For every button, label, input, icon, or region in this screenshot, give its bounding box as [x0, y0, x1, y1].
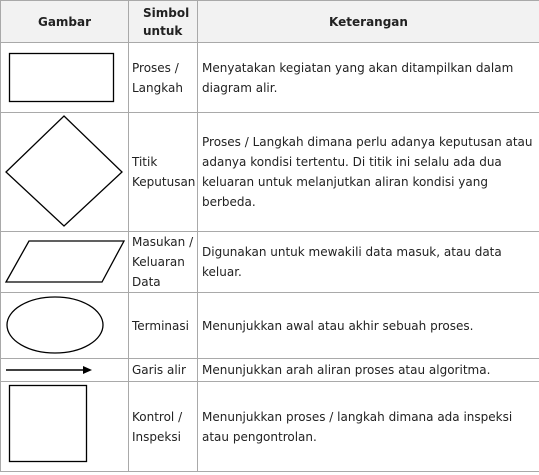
input-output-parallelogram-shape — [1, 233, 129, 292]
header-simbol: Simbol untuk — [129, 1, 198, 43]
terminator-ellipse-shape — [1, 293, 129, 358]
decision-diamond-shape — [1, 113, 129, 231]
description-text: Menunjukkan proses / langkah dimana ada inspeksi atau pengontrolan. — [198, 382, 539, 472]
description-text: Menunjukkan awal atau akhir sebuah proses. — [198, 293, 539, 359]
table-row — [1, 232, 539, 293]
description-text: Proses / Langkah dimana perlu adanya keputusan atau adanya kondisi tertentu. Di titik ini selalu ada dua keluaran untuk melanjutkan aliran kondisi yang berbeda. — [198, 113, 539, 232]
image-cell — [1, 359, 129, 382]
table-row — [1, 113, 539, 232]
table-row — [1, 43, 539, 113]
table-row — [1, 293, 539, 359]
image-cell — [1, 43, 129, 113]
symbol-label: Garis alir — [129, 359, 198, 382]
header-row — [1, 1, 539, 43]
image-cell — [1, 232, 129, 293]
flow-line-arrow-shape — [1, 359, 129, 381]
symbol-label: Masukan / Keluaran Data — [129, 232, 198, 293]
description-text: Menyatakan kegiatan yang akan ditampilkan dalam diagram alir. — [198, 43, 539, 113]
table-row — [1, 382, 539, 472]
image-cell — [1, 113, 129, 232]
header-gambar: Gambar — [1, 1, 129, 43]
description-text: Digunakan untuk mewakili data masuk, atau data keluar. — [198, 232, 539, 293]
symbol-label: Proses / Langkah — [129, 43, 198, 113]
description-text: Menunjukkan arah aliran proses atau algoritma. — [198, 359, 539, 382]
process-rectangle-shape — [1, 43, 129, 112]
image-cell — [1, 293, 129, 359]
symbol-label: Terminasi — [129, 293, 198, 359]
symbol-label: Titik Keputusan — [129, 113, 198, 232]
control-inspection-square-shape — [1, 382, 129, 471]
header-keterangan: Keterangan — [198, 1, 539, 43]
symbol-label: Kontrol / Inspeksi — [129, 382, 198, 472]
image-cell — [1, 382, 129, 472]
table-row — [1, 359, 539, 382]
